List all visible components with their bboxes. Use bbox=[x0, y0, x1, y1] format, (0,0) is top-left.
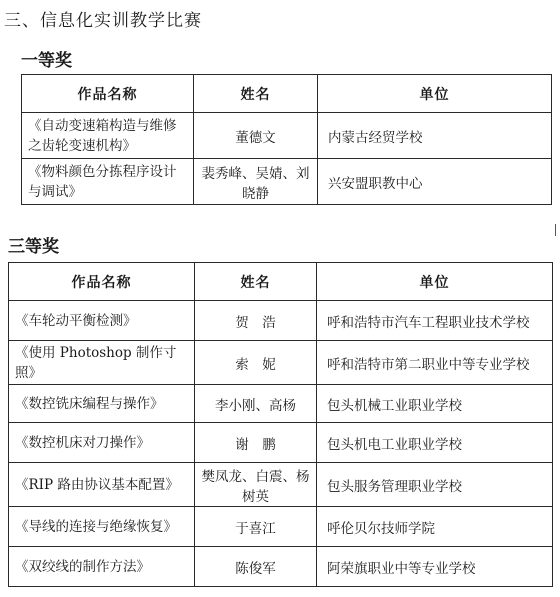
unit-name: 内蒙古经贸学校 bbox=[318, 113, 552, 159]
author-name: 樊凤龙、白震、杨树英 bbox=[195, 463, 317, 507]
table-row bbox=[9, 423, 553, 463]
header-unit: 单位 bbox=[317, 263, 553, 301]
unit-name: 包头机电工业职业学校 bbox=[317, 423, 553, 463]
table-row bbox=[22, 113, 552, 159]
work-title: 《数控机床对刀操作》 bbox=[9, 423, 195, 463]
unit-name: 包头机械工业职业学校 bbox=[317, 385, 553, 423]
table-row bbox=[22, 159, 552, 205]
work-title: 《RIP 路由协议基本配置》 bbox=[9, 463, 195, 507]
author-name: 贺 浩 bbox=[195, 301, 317, 341]
award-heading-first: 一等奖 bbox=[21, 51, 72, 71]
table-row bbox=[9, 507, 553, 547]
work-title: 《导线的连接与绝缘恢复》 bbox=[9, 507, 195, 547]
work-title: 《自动变速箱构造与维修之齿轮变速机构》 bbox=[22, 113, 194, 159]
work-title: 《车轮动平衡检测》 bbox=[9, 301, 195, 341]
author-name: 裴秀峰、吴婧、刘晓静 bbox=[194, 159, 318, 205]
unit-name: 呼和浩特市汽车工程职业技术学校 bbox=[317, 301, 553, 341]
work-title: 《物料颜色分拣程序设计与调试》 bbox=[22, 159, 194, 205]
unit-name: 呼伦贝尔技师学院 bbox=[317, 507, 553, 547]
header-work: 作品名称 bbox=[9, 263, 195, 301]
unit-name: 兴安盟职教中心 bbox=[318, 159, 552, 205]
header-name: 姓名 bbox=[195, 263, 317, 301]
author-name: 索 妮 bbox=[195, 341, 317, 385]
unit-name: 包头服务管理职业学校 bbox=[317, 463, 553, 507]
author-name: 于喜江 bbox=[195, 507, 317, 547]
table-header-row bbox=[9, 263, 553, 301]
table-header-row bbox=[22, 75, 552, 113]
work-title: 《使用 Photoshop 制作寸照》 bbox=[9, 341, 195, 385]
unit-name: 阿荣旗职业中等专业学校 bbox=[317, 547, 553, 587]
author-name: 陈俊军 bbox=[195, 547, 317, 587]
unit-name: 呼和浩特市第二职业中等专业学校 bbox=[317, 341, 553, 385]
work-title: 《双绞线的制作方法》 bbox=[9, 547, 195, 587]
author-name: 李小刚、高杨 bbox=[195, 385, 317, 423]
header-work: 作品名称 bbox=[22, 75, 194, 113]
header-name: 姓名 bbox=[194, 75, 318, 113]
author-name: 谢 鹏 bbox=[195, 423, 317, 463]
award-table-first bbox=[21, 74, 552, 205]
section-title: 三、信息化实训教学比赛 bbox=[4, 11, 202, 31]
table-row bbox=[9, 547, 553, 587]
table-row bbox=[9, 301, 553, 341]
page-edge-mark bbox=[555, 224, 556, 236]
table-row bbox=[9, 463, 553, 507]
award-table-third bbox=[8, 262, 553, 587]
table-row bbox=[9, 385, 553, 423]
work-title: 《数控铣床编程与操作》 bbox=[9, 385, 195, 423]
award-heading-third: 三等奖 bbox=[8, 237, 59, 257]
header-unit: 单位 bbox=[318, 75, 552, 113]
table-row bbox=[9, 341, 553, 385]
author-name: 董德文 bbox=[194, 113, 318, 159]
